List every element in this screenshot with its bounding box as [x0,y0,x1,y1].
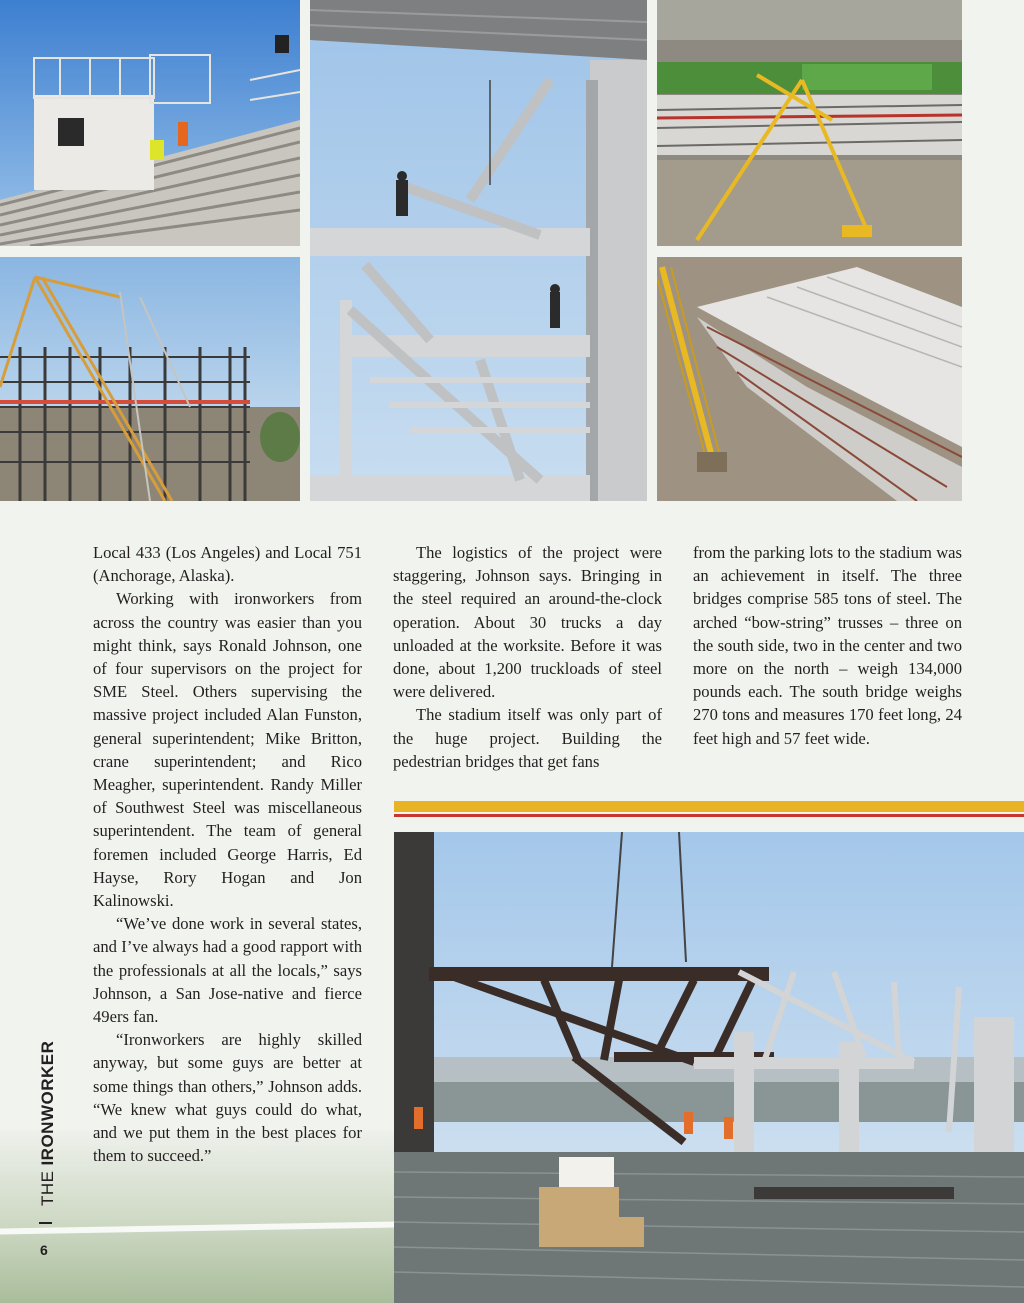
masthead-title: IRONWORKER [38,1040,57,1166]
masthead [38,1041,58,1206]
text-column-2 [393,541,662,773]
photo-bleachers-pressbox [0,0,300,246]
paragraph: “Ironworkers are highly skilled anyway, but some guys are better at some things than others,” Johnson adds. “We knew what guys could do what, and we put them in the best places for them to succeed.” [93,1030,362,1166]
gold-stripe [394,801,1024,812]
text-column-1 [93,541,362,1167]
photo-aerial-stadium-crane [657,0,962,246]
paragraph: from the parking lots to the stadium was an achievement in itself. The three bridges comprise 585 tons of steel. The arched “bow-string” trusses – three on the south side, two in the center and two more on the north – weigh 134,000 pounds each. The south bridge weighs 270 tons and measures 170 feet long, 24 feet high and 57 feet wide. [693,543,962,748]
photo-aerial-deck-crane [657,257,962,501]
paragraph: Local 433 (Los Angeles) and Local 751 (Anchorage, Alaska). [93,543,362,586]
paragraph: Working with ironworkers from across the country was easier than you might think, says Ronald Johnson, one of four supervisors on the project for SME Steel. Others supervising the massive project included Alan Funston, general superintendent; Mike Britton, crane superintendent; and Rico Meagher, superintendent. Randy Miller of Southwest Steel was miscellaneous superintendent. The team of general foremen included George Harris, Ed Hayse, Rory Hogan and Jon Kalinowski. [93,589,362,911]
photo-steel-frame-workers [310,0,647,501]
paragraph: “We’ve done work in several states, and I’ve always had a good rapport with the professionals at all the locals,” says Johnson, a San Jose-native and fierce 49ers fan. [93,914,362,1027]
page-number: 6 [40,1242,48,1258]
photo-truss-lift [394,832,1024,1303]
photo-cranes-scaffold [0,257,300,501]
text-column-3 [693,541,962,750]
paragraph: The stadium itself was only part of the huge project. Building the pedestrian bridges that get fans [393,705,662,771]
paragraph: The logistics of the project were staggering, Johnson says. Bringing in the steel required an around-the-clock operation. About 30 trucks a day unloaded at the worksite. Before it was done, about 1,200 truckloads of steel were delivered. [393,543,662,702]
masthead-divider [39,1222,52,1224]
red-stripe [394,814,1024,817]
masthead-the: THE [38,1170,57,1206]
